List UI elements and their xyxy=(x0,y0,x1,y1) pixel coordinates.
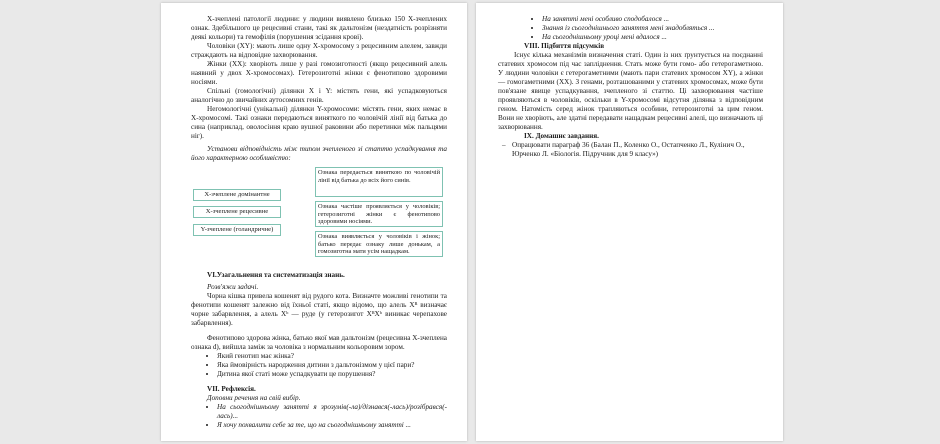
section-8-heading: VIII. Підбиття підсумків xyxy=(524,42,605,50)
section-7-subheading: Доповни речення на свій вибір. xyxy=(207,394,301,402)
match-right-1: Ознака передається виняткою по чоловічій лінії від батька до всіх його синів. xyxy=(315,167,443,197)
task-1-text: Чорна кішка привела кошенят від рудого кота. Визначте можливі генотипи та фенотипи кошенят залежно від їхньої статі, якщо відомо, що алель Xᴮ визначає чорне забарвлення, а алель Xᵇ — руде (у гетерозигот XᴮXᵇ виникає черепахове забарвлення). xyxy=(191,292,447,327)
section-7-heading: VII. Рефлексія. xyxy=(207,385,256,393)
match-left-2: Х-зчеплене рецесивне xyxy=(193,206,281,218)
section-6-subheading: Розв'яжи задачі. xyxy=(207,283,259,291)
paragraph-x-linked-pathologies: Х-зчеплені патології людини: у людини виявлено близько 150 Х-зчеплених ознак. Здебільшого це рецесивні стани, такі як дальтонізм (нездатність розрізняти деякі кольори) та гемофілія (порушення зсідання крові). xyxy=(191,15,447,41)
section-9-heading: IX. Домашнє завдання. xyxy=(524,132,599,140)
match-right-3: Ознака виявляється у чоловіків і жінок; батько передає ознаку лише донькам, а гомозиготна мати усім нащадкам. xyxy=(315,231,443,257)
question-item: • Яка ймовірність народження дитини з дальтонізмом у цієї пари? xyxy=(217,361,447,370)
section-6-heading: VI.Узагальнення та систематизація знань. xyxy=(207,271,345,279)
section-8-summary: Існує кілька механізмів визначення статі. Один із них ґрунтується на поєднанні статевих хромосом під час запліднення. Стать може бути гомо- або гетерогаметною. У людини чоловіки є гетерогаметними (мають пари статевих хромосом XY), а жінки — гомогаметними (XX). З генами, розташованими у статевих хромосомах, може бути пов'язане явище успадкування, зчепленого зі статтю. Ці захворювання частіше проявляються в чоловіків, оскільки в Y-хромосомі відсутня ділянка з відповідним геном. Натомість серед жінок трапляються особини, гетерозиготні за цим геном. Вони не хворіють, але здатні передавати нащадкам рецесивні алелі, що визначають ці захворювання. xyxy=(498,51,763,131)
match-right-2: Ознака частіше проявляється у чоловіків; гетерозиготні жінки є фенотипово здоровими носіями. xyxy=(315,201,443,227)
homework-item: – Опрацювати параграф 36 (Балан П., Коленко О., Остапченко Л., Кулінич О., Юрченко Л. «Біологія. Підручник для 9 класу») xyxy=(512,141,763,159)
task-2-text: Фенотипово здорова жінка, батько якої мав дальтонізм (рецесивна Х-зчеплена ознака d), вийшла заміж за чоловіка з нормальним кольоровим зором. xyxy=(191,334,447,351)
question-item: • Який генотип має жінка? xyxy=(217,352,447,361)
paragraph-females: Жінки (XX): хворіють лише у разі гомозиготності (якщо рецесивний алель наявний у двох Х-хромосомах). Гетерозиготні жінки є фенотипово здоровими носіями. xyxy=(191,60,447,86)
paragraph-homologous-regions: Спільні (гомологічні) ділянки X і Y: містять гени, які успадковуються аналогічно до звичайних аутосомних генів. xyxy=(191,87,447,104)
homework-list xyxy=(498,141,763,159)
reflection-item: • На сьогоднішньому уроці мені вдалося ... xyxy=(542,33,763,42)
reflection-item: • Я хочу похвалити себе за те, що на сьогоднішньому занятті ... xyxy=(217,421,447,430)
matching-task xyxy=(191,167,447,271)
paragraph-nonhomologous-regions: Негомологічні (унікальні) ділянки Y-хромосоми: містять гени, яких немає в Х-хромосомі. Такі ознаки передаються виняткого по чоловічій лінії від батька до сина (наприклад, оволосіння краю вушної раковини або перетинки між пальцями ніг). xyxy=(191,105,447,140)
match-left-1: Х-зчеплене домінантне xyxy=(193,189,281,201)
task-instruction: Установи відповідність між типом зчепленого зі статтю успадкування та його характерною особливістю: xyxy=(191,145,447,162)
document-page-right xyxy=(476,3,783,441)
reflection-list xyxy=(191,403,447,430)
reflection-item: • На сьогоднішньому занятті я зрозумів(-ла)/дізнався(-лась)/розібрався(-лась)... xyxy=(217,403,447,421)
document-page-left xyxy=(161,3,467,441)
paragraph-males: Чоловіки (XY): мають лише одну Х-хромосому з рецесивним алелем, завжди страждають на відповідне захворювання. xyxy=(191,42,447,59)
match-left-3: Y-зчеплене (голандричне) xyxy=(193,224,281,236)
reflection-list-continued xyxy=(498,15,763,42)
reflection-item: • Знання із сьогоднішнього заняття мені знадобляться ... xyxy=(542,24,763,33)
reflection-item: • На занятті мені особливо сподобалося ... xyxy=(542,15,763,24)
question-item: • Дитина якої статі може успадкувати це порушення? xyxy=(217,370,447,379)
task-2-questions xyxy=(191,352,447,379)
